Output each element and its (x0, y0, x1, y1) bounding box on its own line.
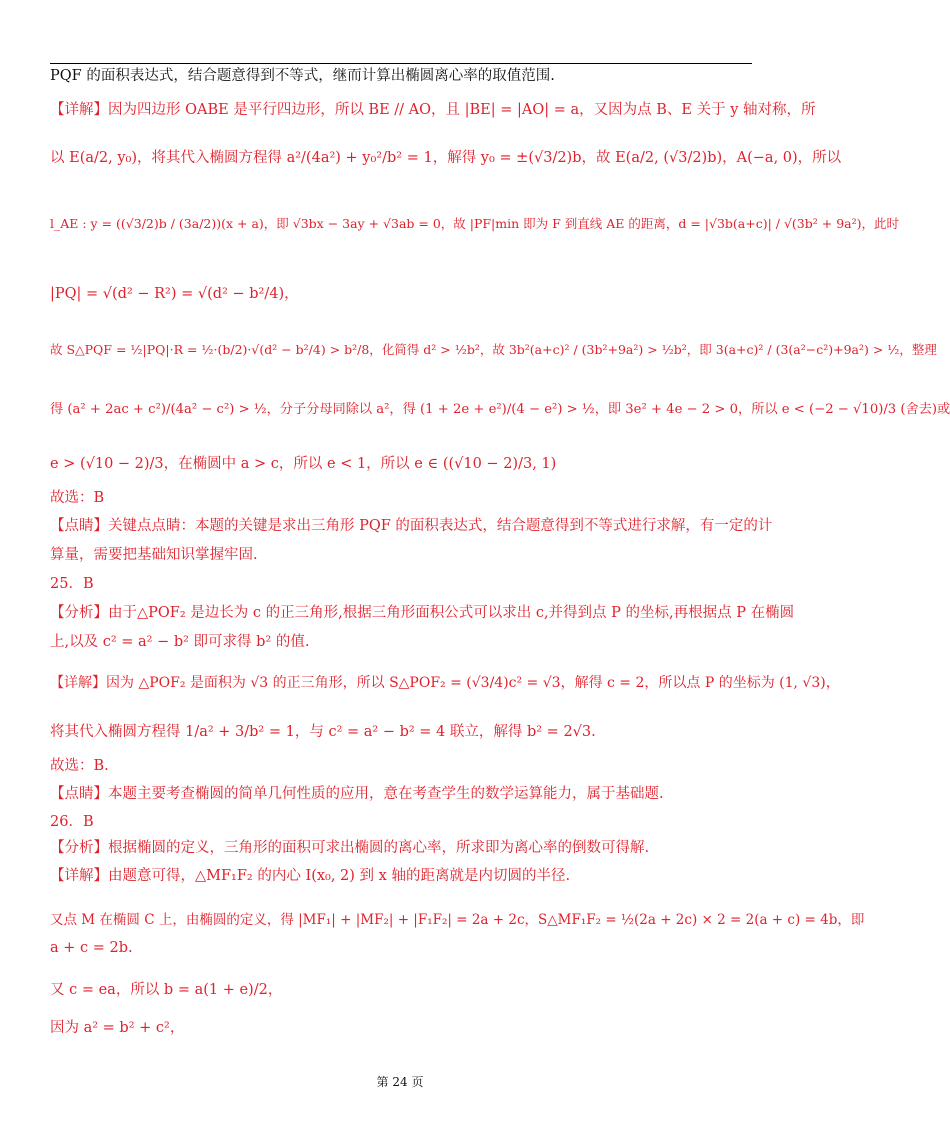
text-line: PQF 的面积表达式，结合题意得到不等式，继而计算出椭圆离心率的取值范围. (50, 68, 555, 84)
text-line: |PQ| = √(d² − R²) = √(d² − b²/4)， (50, 286, 299, 302)
text-line: 故 S△PQF = ½|PQ|·R = ½·(b/2)·√(d² − b²/4) > b²/8，化简得 d² > ½b²，故 3b²(a+c)² / (3b²+9a²) > ½b²，即 3(a+c)² / (3(a²−c²)+9a²) > ½，整理 (50, 342, 937, 357)
text-line: 将其代入椭圆方程得 1/a² + 3/b² = 1，与 c² = a² − b² = 4 联立，解得 b² = 2√3. (50, 724, 596, 740)
text-line: 【分析】根据椭圆的定义，三角形的面积可求出椭圆的离心率，所求即为离心率的倒数可得解. (50, 840, 650, 856)
text-line: 【分析】由于△POF₂ 是边长为 c 的正三角形,根据三角形面积公式可以求出 c,并得到点 P 的坐标,再根据点 P 在椭圆 (50, 605, 795, 621)
text-line: 以 E(a/2, y₀)，将其代入椭圆方程得 a²/(4a²) + y₀²/b² = 1，解得 y₀ = ±(√3/2)b，故 E(a/2, (√3/2)b)，A(−a, 0)，所以 (50, 150, 842, 166)
text-line: 上,以及 c² = a² − b² 即可求得 b² 的值. (50, 634, 310, 650)
text-line: 故选：B. (50, 758, 109, 774)
header-rule (50, 63, 752, 64)
question-number: 26．B (50, 814, 94, 830)
question-number: 25．B (50, 576, 94, 592)
text-line: l_AE : y = ((√3/2)b / (3a/2))(x + a)，即 √3bx − 3ay + √3ab = 0，故 |PF|min 即为 F 到直线 AE 的距离，d = |√3b(a+c)| / √(3b² + 9a²)，此时 (50, 216, 899, 231)
text-line: 得 (a² + 2ac + c²)/(4a² − c²) > ½，分子分母同除以 a²，得 (1 + 2e + e²)/(4 − e²) > ½，即 3e² + 4e − 2 > 0，所以 e < (−2 − √10)/3 (舍去)或 (50, 402, 950, 417)
text-line: 算量，需要把基础知识掌握牢固. (50, 547, 258, 563)
text-line: 【详解】因为 △POF₂ 是面积为 √3 的正三角形，所以 S△POF₂ = (√3/4)c² = √3，解得 c = 2，所以点 P 的坐标为 (1, √3)， (50, 675, 840, 691)
page-number: 第 24 页 (376, 1075, 424, 1089)
text-line: 【详解】由题意可得，△MF₁F₂ 的内心 I(x₀, 2) 到 x 轴的距离就是内切圆的半径. (50, 868, 571, 884)
text-line: 【点睛】关键点点睛：本题的关键是求出三角形 PQF 的面积表达式，结合题意得到不等式进行求解，有一定的计 (50, 518, 773, 534)
text-line: e > (√10 − 2)/3，在椭圆中 a > c，所以 e < 1，所以 e ∈ ((√10 − 2)/3, 1) (50, 456, 557, 472)
text-line: 又 c = ea，所以 b = a(1 + e)/2， (50, 982, 283, 998)
text-line: a + c = 2b. (50, 940, 133, 956)
text-line: 又点 M 在椭圆 C 上，由椭圆的定义，得 |MF₁| + |MF₂| + |F₁F₂| = 2a + 2c，S△MF₁F₂ = ½(2a + 2c) × 2 = 2(a + c) = 4b，即 (50, 912, 865, 928)
text-line: 因为 a² = b² + c²， (50, 1020, 185, 1036)
text-line: 【详解】因为四边形 OABE 是平行四边形，所以 BE // AO，且 |BE| = |AO| = a，又因为点 B、E 关于 y 轴对称，所 (50, 102, 816, 118)
text-line: 【点睛】本题主要考查椭圆的简单几何性质的应用，意在考查学生的数学运算能力，属于基础题. (50, 786, 664, 802)
text-line: 故选：B (50, 490, 105, 506)
